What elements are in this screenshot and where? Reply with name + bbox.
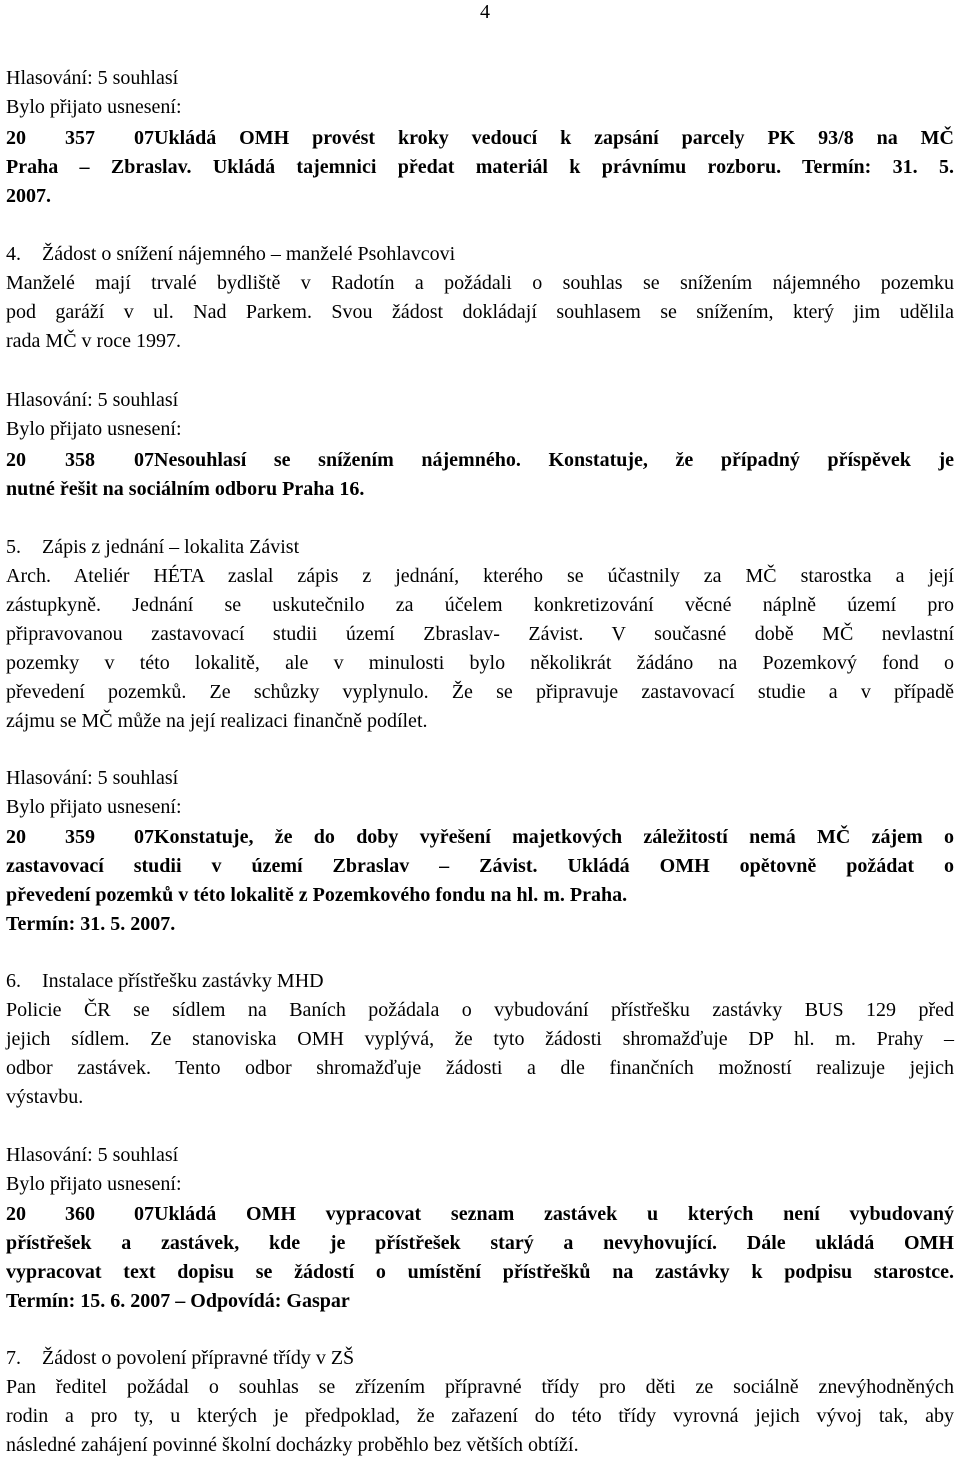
resolution-deadline: Termín: 15. 6. 2007 – Odpovídá: Gaspar [6, 1290, 350, 1312]
item-text-line: pod garáží v ul. Nad Parkem. Svou žádost dokládají souhlasem se snížením, který jim udělila [6, 301, 954, 323]
resolution-number: 20 360 07 [6, 1203, 154, 1225]
resolution-text-line: přístřešek a zastávek, kde je přístřešek starý a nevyhovující. Dále ukládá OMH [6, 1232, 954, 1254]
vote-block-1 [6, 64, 954, 122]
resolution-text-line: nutné řešit na sociálním odboru Praha 16. [6, 478, 365, 500]
agenda-item-5 [6, 533, 954, 736]
item-text-line: výstavbu. [6, 1086, 84, 1108]
resolution-20-360-07 [6, 1200, 954, 1316]
resolution-20-359-07 [6, 823, 954, 939]
item-title: Instalace přístřešku zastávky MHD [42, 970, 324, 992]
item-text-line: pozemky v této lokalitě, ale v minulosti bylo několikrát žádáno na Pozemkový fond o [6, 652, 954, 674]
item-text-line: Manželé mají trvalé bydliště v Radotín a požádali o souhlas se snížením nájemného pozemku [6, 272, 954, 294]
item-title: Zápis z jednání – lokalita Závist [42, 536, 300, 558]
item-text-line: odbor zastávek. Tento odbor shromažďuje žádosti a dle finančních možností realizuje jejich [6, 1057, 954, 1079]
resolution-text-line: Ukládá OMH vypracovat seznam zastávek u kterých není vybudovaný [154, 1203, 954, 1225]
resolution-accepted-label: Bylo přijato usnesení: [6, 96, 182, 118]
item-number: 5. [6, 536, 21, 558]
item-text-line: Pan ředitel požádal o souhlas se zřízením přípravné třídy pro děti ze sociálně znevýhodněných [6, 1376, 954, 1398]
item-text-line: připravovanou zastavovací studii území Zbraslav- Závist. V současné době MČ nevlastní [6, 623, 954, 645]
item-number: 6. [6, 970, 21, 992]
item-text-line: Arch. Ateliér HÉTA zaslal zápis z jednání, kterého se účastnily za MČ starostka a její [6, 565, 954, 587]
resolution-text-line: zastavovací studii v území Zbraslav – Závist. Ukládá OMH opětovně požádat o [6, 855, 954, 877]
resolution-text-line: Ukládá OMH provést kroky vedoucí k zapsání parcely PK 93/8 na MČ [154, 127, 954, 149]
resolution-accepted-label: Bylo přijato usnesení: [6, 796, 182, 818]
item-text-line: zájmu se MČ může na její realizaci finančně podílet. [6, 710, 428, 732]
item-text-line: rodin a pro ty, u kterých je předpoklad, že zařazení do této třídy vyrovná jejich vývoj tak, aby [6, 1405, 954, 1427]
item-title: Žádost o snížení nájemného – manželé Psohlavcovi [42, 243, 456, 265]
vote-block-4 [6, 1141, 954, 1199]
resolution-text-line: převedení pozemků v této lokalitě z Pozemkového fondu na hl. m. Praha. [6, 884, 628, 906]
item-number: 7. [6, 1347, 21, 1369]
resolution-text-line: Konstatuje, že do doby vyřešení majetkových záležitostí nemá MČ zájem o [154, 826, 954, 848]
resolution-20-358-07 [6, 446, 954, 504]
item-text-line: převedení pozemků. Ze schůzky vyplynulo. Že se připravuje zastavovací studie a v případě [6, 681, 954, 703]
resolution-text-line: Praha – Zbraslav. Ukládá tajemnici předat materiál k právnímu rozboru. Termín: 31. 5. [6, 156, 954, 178]
voting-result: Hlasování: 5 souhlasí [6, 67, 179, 89]
resolution-20-357-07 [6, 124, 954, 211]
item-text-line: zástupkyně. Jednání se uskutečnilo za účelem konkretizování věcné náplně území pro [6, 594, 954, 616]
resolution-deadline: Termín: 31. 5. 2007. [6, 913, 176, 935]
item-number: 4. [6, 243, 21, 265]
agenda-item-4 [6, 240, 954, 356]
resolution-text-line: vypracovat text dopisu se žádostí o umístění přístřešků na zastávky k podpisu starostce. [6, 1261, 954, 1283]
voting-result: Hlasování: 5 souhlasí [6, 389, 179, 411]
voting-result: Hlasování: 5 souhlasí [6, 1144, 179, 1166]
item-title: Žádost o povolení přípravné třídy v ZŠ [42, 1347, 355, 1369]
resolution-accepted-label: Bylo přijato usnesení: [6, 418, 182, 440]
resolution-number: 20 358 07 [6, 449, 154, 471]
item-text-line: jejich sídlem. Ze stanoviska OMH vyplývá, že tyto žádosti shromažďuje DP hl. m. Prahy – [6, 1028, 954, 1050]
resolution-number: 20 359 07 [6, 826, 154, 848]
resolution-accepted-label: Bylo přijato usnesení: [6, 1173, 182, 1195]
resolution-number: 20 357 07 [6, 127, 154, 149]
item-text-line: rada MČ v roce 1997. [6, 330, 181, 352]
vote-block-3 [6, 764, 954, 822]
resolution-text-line: Nesouhlasí se snížením nájemného. Konstatuje, že případný příspěvek je [154, 449, 954, 471]
item-text-line: následné zahájení povinné školní docházky proběhlo bez větších obtíží. [6, 1434, 579, 1456]
agenda-item-6 [6, 967, 954, 1112]
vote-block-2 [6, 386, 954, 444]
item-text-line: Policie ČR se sídlem na Baních požádala o vybudování přístřešku zastávky BUS 129 před [6, 999, 954, 1021]
agenda-item-7 [6, 1344, 954, 1460]
resolution-text-line: 2007. [6, 185, 51, 207]
page-number: 4 [480, 1, 490, 23]
voting-result: Hlasování: 5 souhlasí [6, 767, 179, 789]
